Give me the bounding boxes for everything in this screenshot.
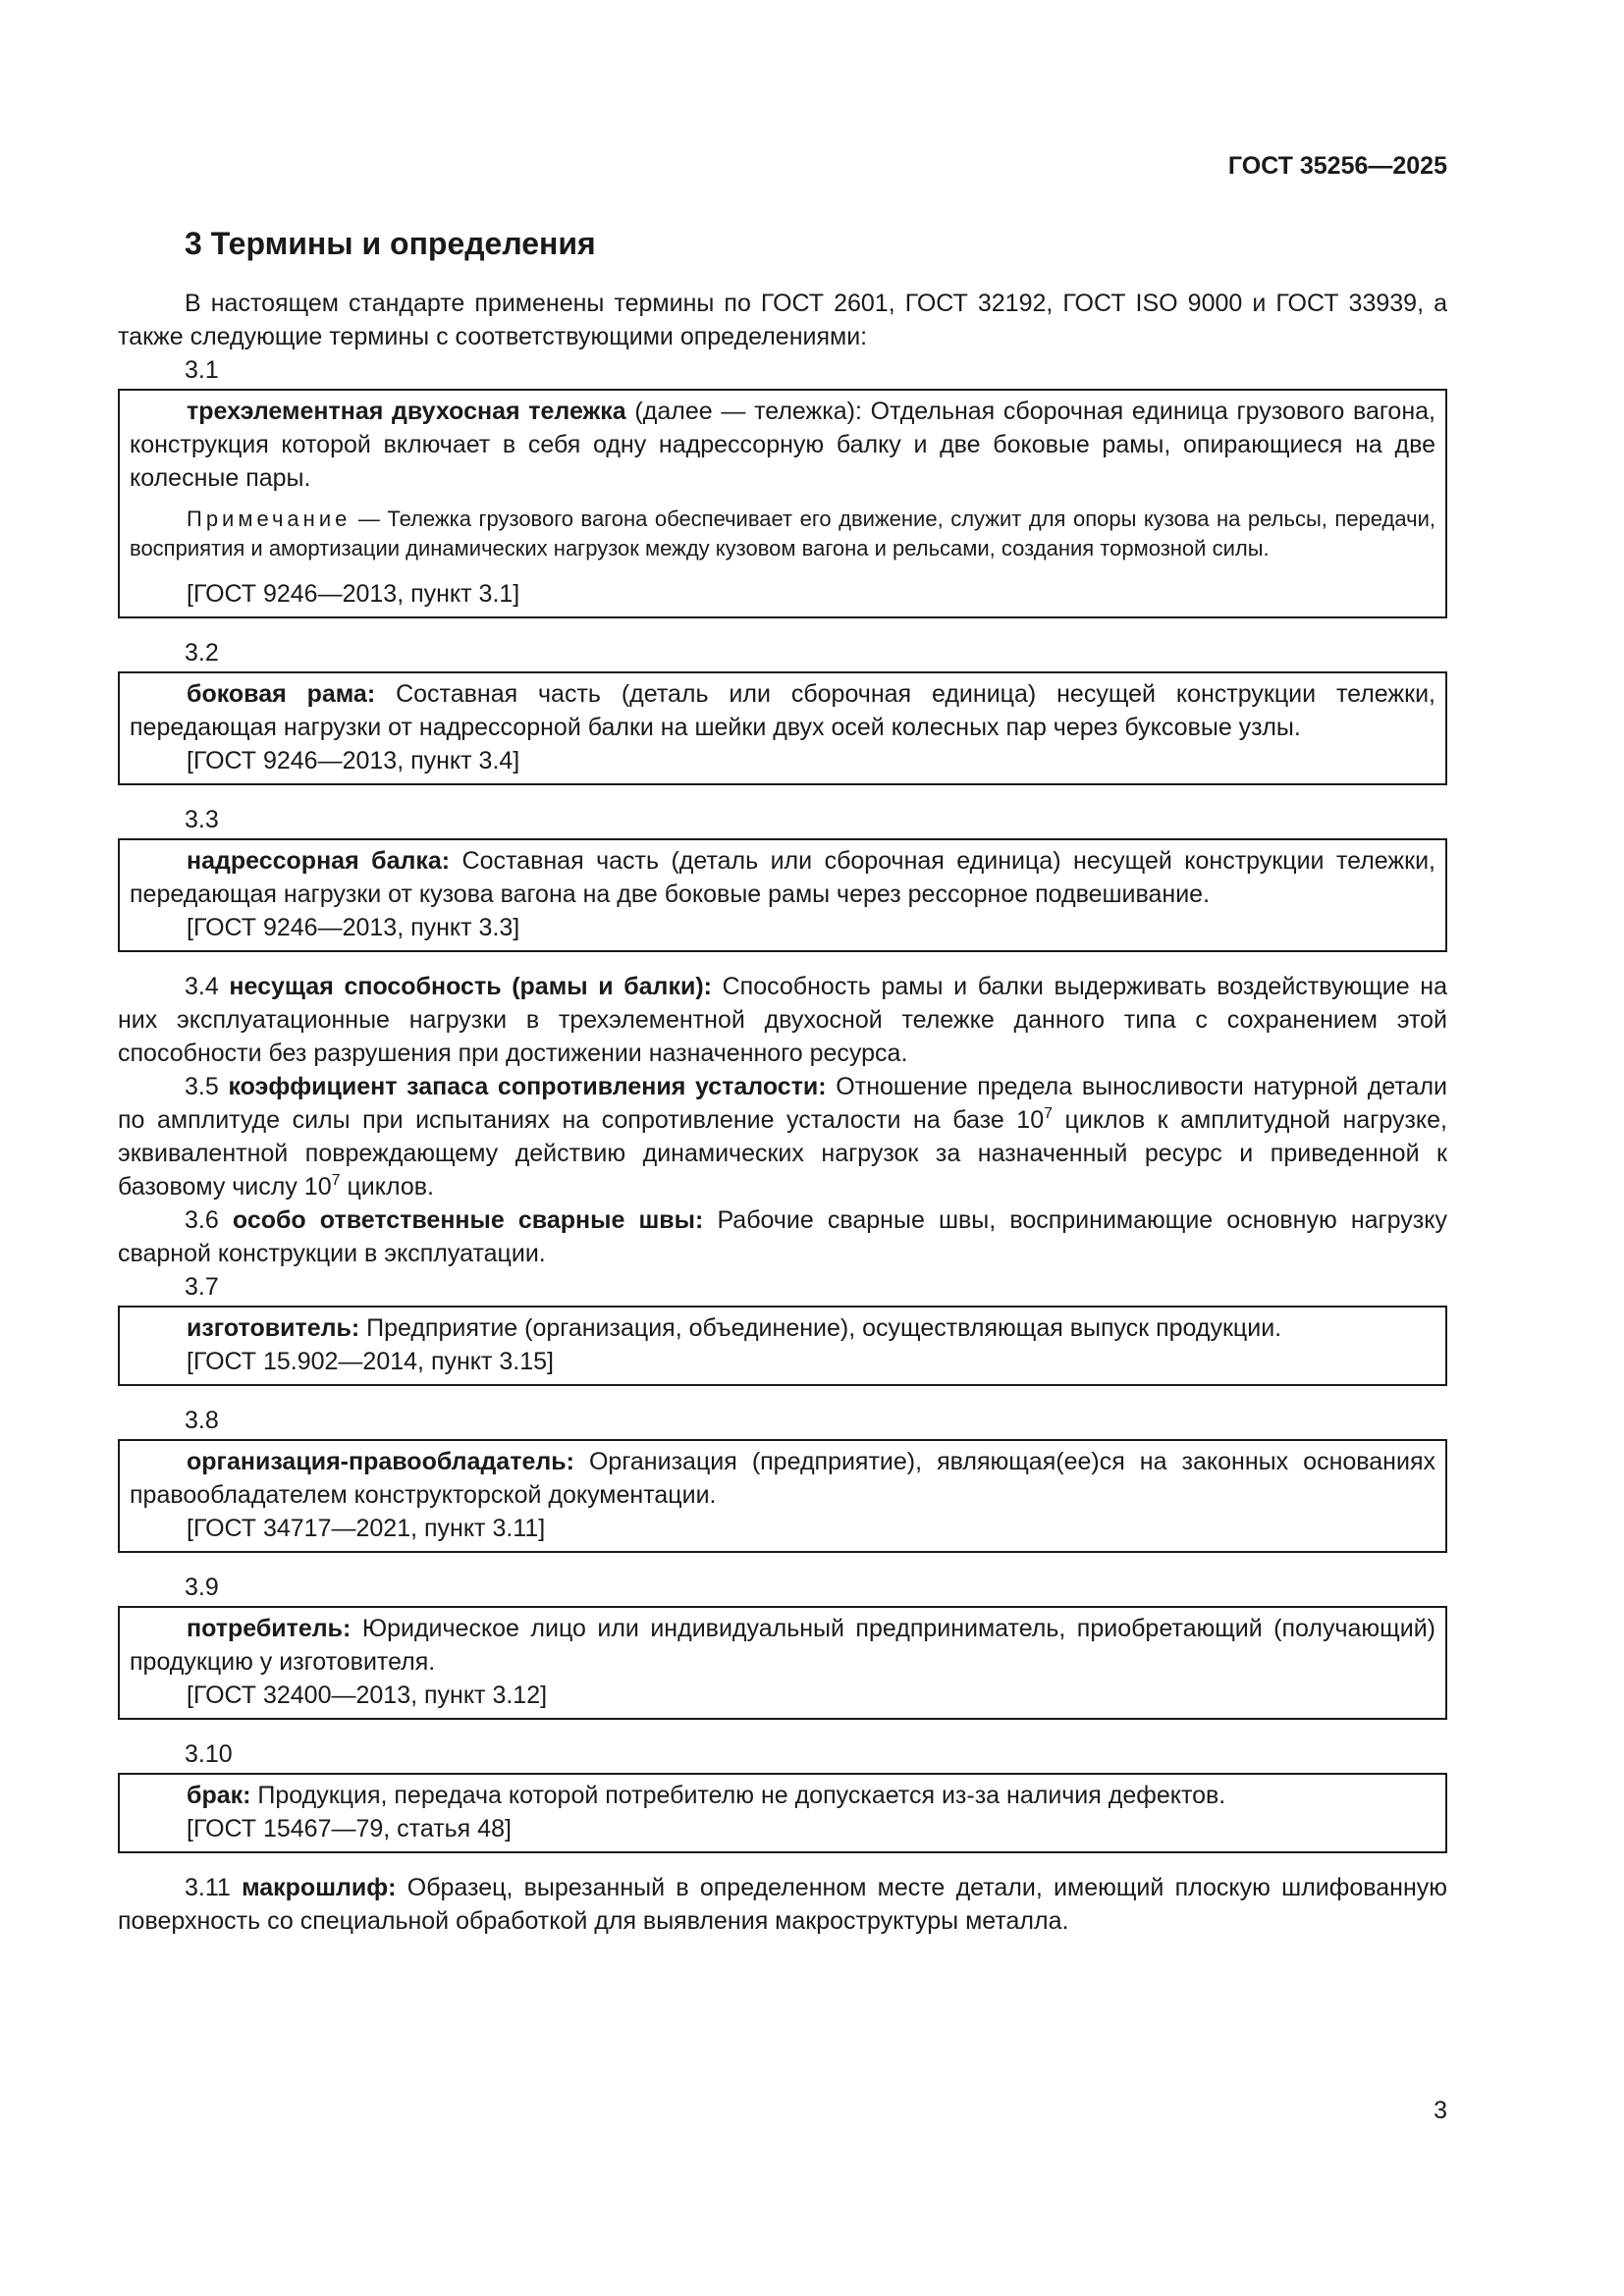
term-number: 3.9 (185, 1574, 219, 1601)
term-paragraph-3-6 (118, 1203, 1447, 1270)
term-name: макрошлиф: (242, 1874, 397, 1901)
term-number: 3.3 (185, 806, 219, 833)
term-paragraph-3-4 (118, 970, 1447, 1070)
definition-text: Юридическое лицо или индивидуальный предприниматель, приобретающий (получающий) продукцию у изготовителя. (130, 1615, 1435, 1676)
term-number: 3.4 (185, 973, 219, 1000)
term-name: брак: (187, 1782, 251, 1809)
exponent: 7 (331, 1172, 341, 1189)
term-name: организация-правообладатель: (187, 1448, 574, 1475)
term-definition (130, 1612, 1435, 1679)
terms-section (118, 287, 1447, 1938)
term-name: изготовитель: (187, 1314, 360, 1342)
definition-text: Отношение предела выносливости натурной детали по амплитуде силы при испытаниях на сопротивление усталости на базе 10 (118, 1073, 1447, 1134)
exponent: 7 (1044, 1105, 1054, 1122)
definition-text: Составная часть (деталь или сборочная единица) несущей конструкции тележки, передающая нагрузки от кузова вагона на две боковые рамы через рессорное подвешивание. (130, 847, 1435, 908)
term-box-3-9 (118, 1606, 1447, 1720)
note (130, 505, 1435, 563)
term-reference: [ГОСТ 9246—2013, пункт 3.1] (187, 580, 520, 608)
term-definition (130, 844, 1435, 911)
term-reference: [ГОСТ 9246—2013, пункт 3.3] (187, 914, 520, 941)
term-name: особо ответственные сварные швы: (232, 1206, 704, 1234)
term-reference: [ГОСТ 34717—2021, пункт 3.11] (187, 1515, 546, 1542)
term-paragraph-3-11 (118, 1871, 1447, 1938)
term-name: боковая рама: (187, 680, 376, 708)
term-number: 3.11 (185, 1874, 231, 1901)
term-name: несущая способность (рамы и балки): (229, 973, 712, 1000)
definition-text: Составная часть (деталь или сборочная единица) несущей конструкции тележки, передающая нагрузки от надрессорной балки на шейки двух осей колесных пар через буксовые узлы. (130, 680, 1435, 741)
term-definition (130, 677, 1435, 744)
term-reference: [ГОСТ 32400—2013, пункт 3.12] (187, 1682, 548, 1709)
document-code: ГОСТ 35256—2025 (1227, 152, 1447, 180)
definition-text: циклов к амплитудной нагрузке, эквивалентной повреждающему действию динамических нагрузок за назначенный ресурс и приведенной к базовому числу 10 (118, 1106, 1447, 1201)
definition-text: Продукция, передача которой потребителю не допускается из-за наличия дефектов. (250, 1782, 1226, 1809)
term-name: надрессорная балка: (187, 847, 451, 875)
term-name: потребитель: (187, 1615, 352, 1642)
term-definition (130, 1311, 1435, 1345)
term-number: 3.10 (185, 1740, 233, 1768)
term-definition (130, 1445, 1435, 1512)
term-reference: [ГОСТ 15467—79, статья 48] (187, 1815, 512, 1842)
definition-text: (далее — тележка): Отдельная сборочная единица грузового вагона, конструкция которой включает в себя одну надрессорную балку и две боковые рамы, опирающиеся на две колесные пары. (130, 398, 1435, 492)
term-number: 3.2 (185, 639, 219, 667)
term-number: 3.6 (185, 1206, 219, 1234)
definition-text: Образец, вырезанный в определенном месте детали, имеющий плоскую шлифованную поверхность со специальной обработкой для выявления макроструктуры металла. (118, 1874, 1447, 1935)
definition-text: Организация (предприятие), являющая(ее)ся на законных основаниях правообладателем конструкторской документации. (130, 1448, 1435, 1509)
term-reference: [ГОСТ 15.902—2014, пункт 3.15] (187, 1348, 554, 1375)
term-box-3-1 (118, 389, 1447, 618)
term-number: 3.8 (185, 1407, 219, 1434)
term-box-3-8 (118, 1439, 1447, 1553)
term-name: коэффициент запаса сопротивления усталости: (228, 1073, 827, 1100)
term-box-3-2 (118, 671, 1447, 785)
definition-text: Предприятие (организация, объединение), осуществляющая выпуск продукции. (359, 1314, 1282, 1342)
page-number: 3 (1434, 2097, 1447, 2124)
term-number: 3.5 (185, 1073, 219, 1100)
term-name: трехэлементная двухосная тележка (187, 398, 626, 425)
term-definition (130, 1779, 1435, 1812)
term-box-3-7 (118, 1306, 1447, 1386)
definition-text: Способность рамы и балки выдерживать воздействующие на них эксплуатационные нагрузки в трехэлементной двухосной тележке данного типа с сохранением этой способности без разрушения при достижении назначенного ресурса. (118, 973, 1448, 1067)
term-definition (130, 395, 1435, 495)
definition-text: Рабочие сварные швы, воспринимающие основную нагрузку сварной конструкции в эксплуатации. (118, 1206, 1447, 1267)
section-title: 3 Термины и определения (185, 226, 596, 261)
definition-text: циклов. (340, 1173, 434, 1201)
term-box-3-3 (118, 838, 1447, 952)
term-reference: [ГОСТ 9246—2013, пункт 3.4] (187, 747, 520, 774)
note-text: — Тележка грузового вагона обеспечивает его движение, служит для опоры кузова на рельсы, передачи, восприятия и амортизации динамических нагрузок между кузовом вагона и рельсами, создания тормозной силы. (130, 507, 1435, 561)
term-number: 3.7 (185, 1273, 219, 1301)
note-label: Примечание (187, 507, 352, 531)
intro-paragraph: В настоящем стандарте применены термины по ГОСТ 2601, ГОСТ 32192, ГОСТ ISO 9000 и ГОСТ 33939, а также следующие термины с соответствующими определениями: (118, 290, 1447, 350)
term-box-3-10 (118, 1773, 1447, 1853)
term-number: 3.1 (185, 356, 219, 384)
term-paragraph-3-5 (118, 1070, 1447, 1203)
